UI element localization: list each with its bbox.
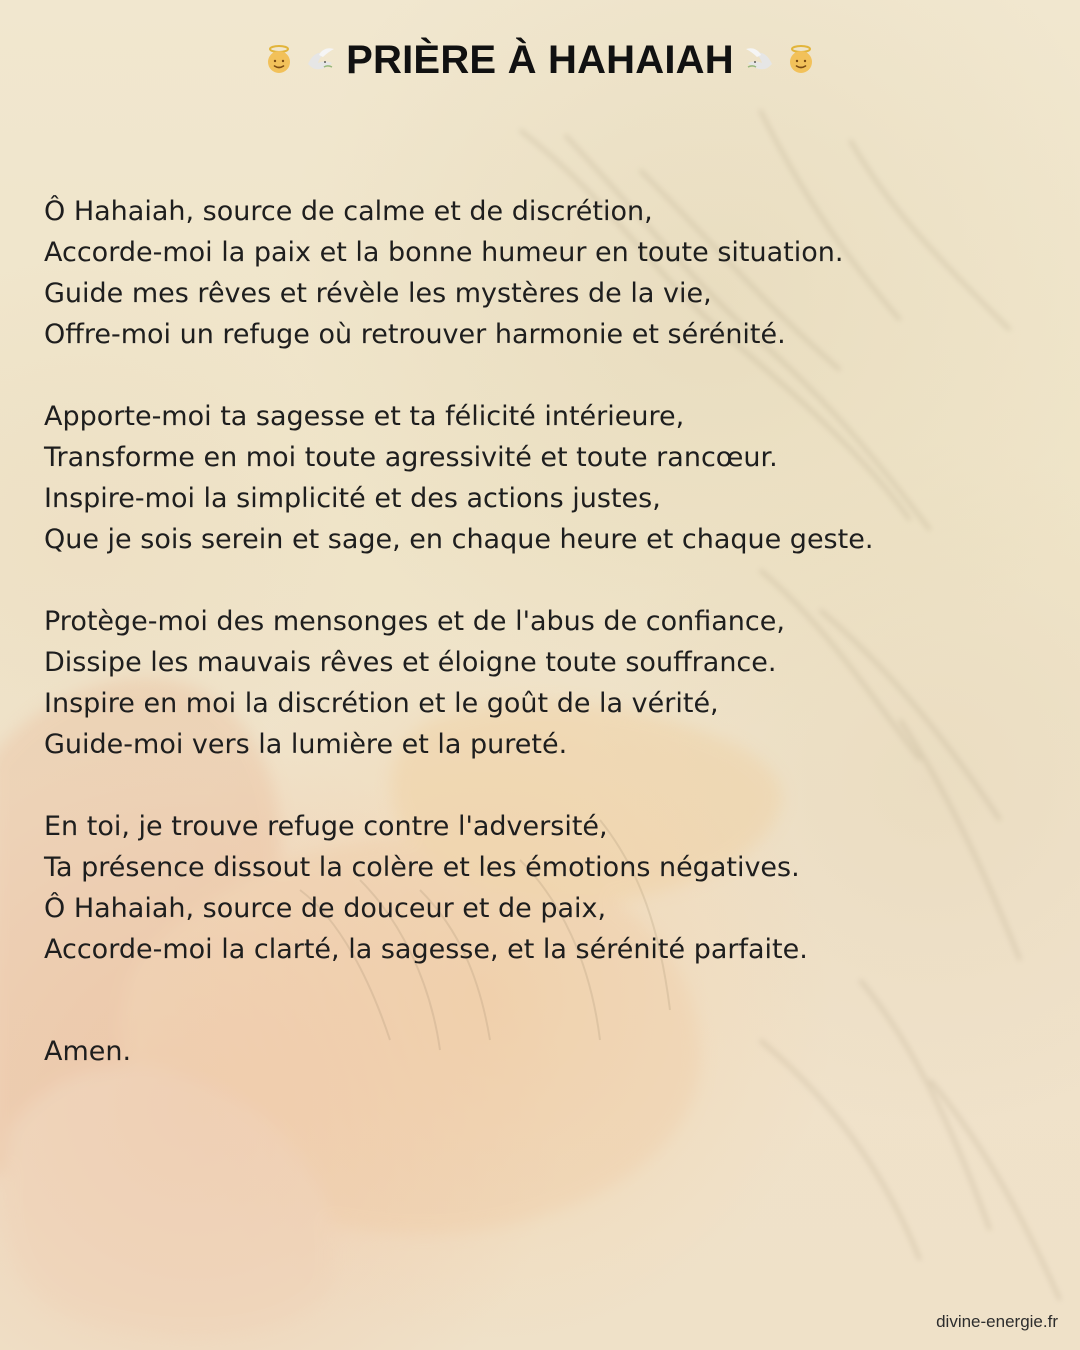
angel-icon — [262, 43, 296, 77]
site-footer: divine-energie.fr — [936, 1312, 1058, 1331]
dove-icon — [304, 43, 338, 77]
prayer-closing: Amen. — [44, 1036, 132, 1067]
prayer-line: Guide mes rêves et révèle les mystères de la vie, — [44, 278, 712, 309]
prayer-line: Dissipe les mauvais rêves et éloigne toute souffrance. — [44, 647, 777, 678]
title-row — [262, 36, 818, 84]
prayer-line: Accorde-moi la clarté, la sagesse, et la sérénité parfaite. — [44, 934, 808, 965]
prayer-stanza — [44, 601, 1024, 765]
prayer-line: Que je sois serein et sage, en chaque heure et chaque geste. — [44, 524, 874, 555]
prayer-line: Transforme en moi toute agressivité et toute rancœur. — [44, 442, 778, 473]
prayer-line: Guide-moi vers la lumière et la pureté. — [44, 729, 568, 760]
prayer-line: Ô Hahaiah, source de calme et de discrétion, — [44, 196, 653, 227]
prayer-title-text: PRIÈRE À HAHAIAH — [346, 38, 734, 82]
prayer-stanza — [44, 806, 1024, 970]
prayer-line: Inspire-moi la simplicité et des actions justes, — [44, 483, 661, 514]
prayer-line: Inspire en moi la discrétion et le goût de la vérité, — [44, 688, 719, 719]
prayer-stanza — [44, 191, 1024, 355]
prayer-content — [44, 191, 1024, 1072]
prayer-line: Apporte-moi ta sagesse et ta félicité intérieure, — [44, 401, 685, 432]
prayer-line: Ta présence dissout la colère et les émotions négatives. — [44, 852, 800, 883]
angel-icon — [784, 43, 818, 77]
prayer-line: Accorde-moi la paix et la bonne humeur en toute situation. — [44, 237, 844, 268]
prayer-line: En toi, je trouve refuge contre l'adversité, — [44, 811, 608, 842]
prayer-stanza — [44, 396, 1024, 560]
dove-icon — [742, 43, 776, 77]
prayer-line: Ô Hahaiah, source de douceur et de paix, — [44, 893, 607, 924]
prayer-line: Offre-moi un refuge où retrouver harmonie et sérénité. — [44, 319, 786, 350]
page-title — [0, 36, 1080, 88]
prayer-line: Protège-moi des mensonges et de l'abus de confiance, — [44, 606, 785, 637]
